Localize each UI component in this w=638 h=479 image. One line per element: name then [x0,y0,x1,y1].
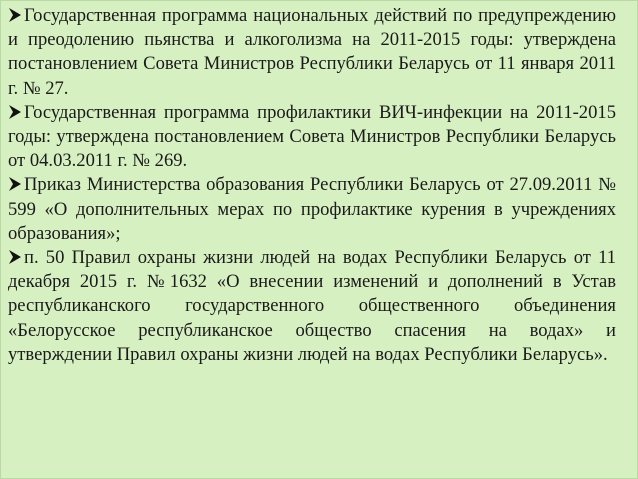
list-item [8,101,616,174]
list-item-text: п. 50 Правил охраны жизни людей на водах Республики Беларусь от 11 декабря 2015 г. №1632 «О внесении изменений и дополнений в Устав республиканского государственного общественного объединения «Белорусское республиканское общество спасения на водах» и утверждении Правил охраны жизни людей на водах Республики Беларусь». [8,247,616,365]
list-item [8,246,616,367]
list-item-text: Государственная программа национальных действий по предупреждению и преодолению пьянства и алкоголизма на 2011-2015 годы: утверждена постановлением Совета Министров Республики Беларусь от 11 января 2011 г. № 27. [8,5,616,99]
list-item [8,4,616,101]
arrow-bullet-icon [8,104,22,120]
arrow-bullet-icon [8,7,22,23]
arrow-bullet-icon [8,176,22,192]
list-item-text: Государственная программа профилактики ВИЧ-инфекции на 2011-2015 годы: утверждена постановлением Совета Министров Республики Беларусь от 04.03.2011 г. № 269. [8,101,616,172]
bullet-list [8,4,616,367]
list-item [8,173,616,246]
arrow-bullet-icon [8,249,22,265]
list-item-text: Приказ Министерства образования Республики Беларусь от 27.09.2011 № 599 «О дополнительных мерах по профилактике курения в учреждениях образования»; [8,174,616,244]
